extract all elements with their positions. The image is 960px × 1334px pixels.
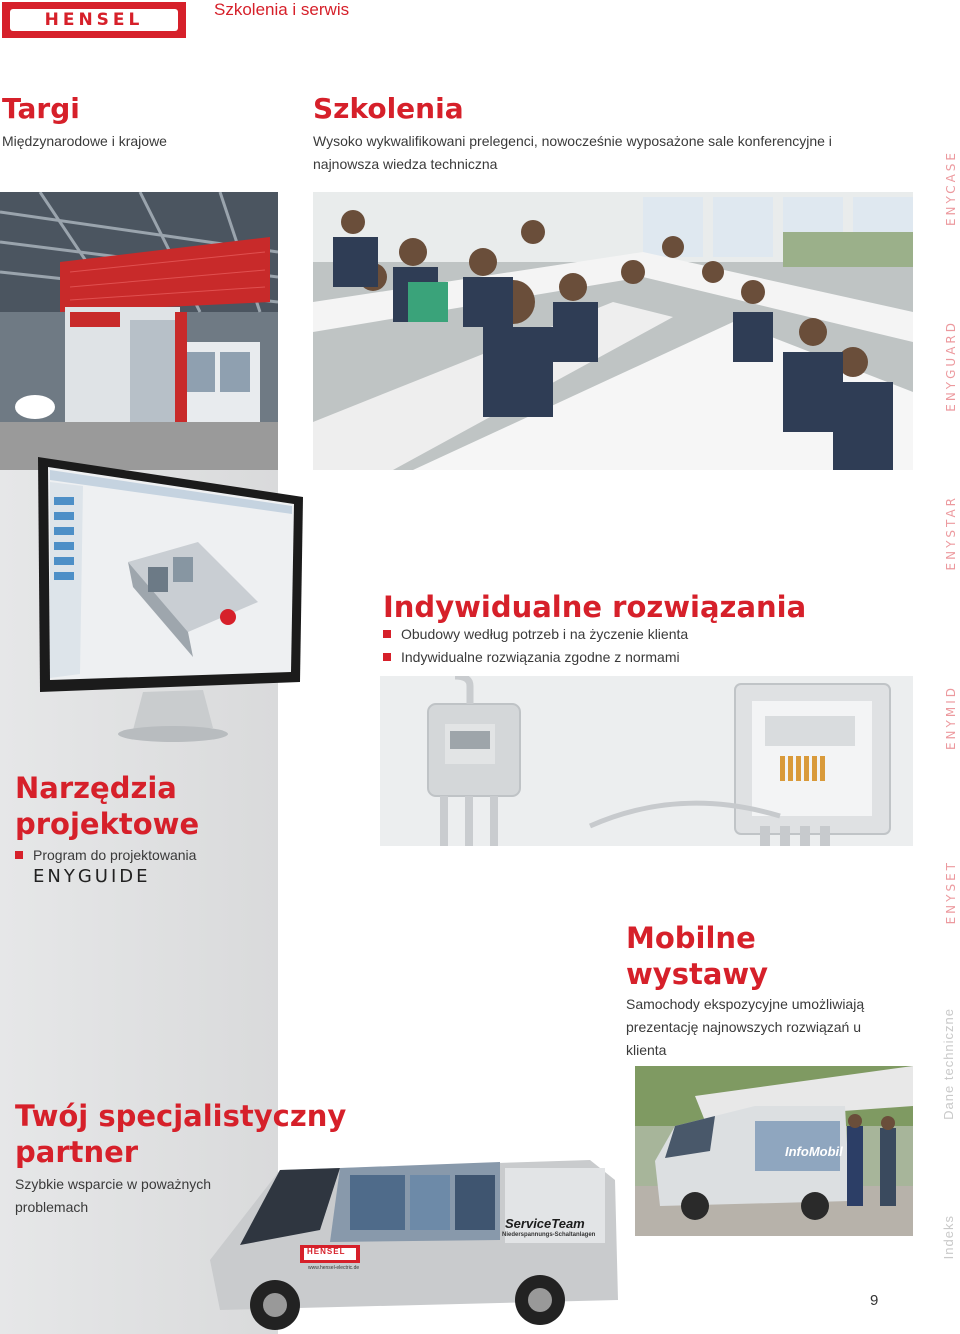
szkolenia-title: Szkolenia <box>313 92 464 125</box>
serviceteam-van-image <box>200 1150 622 1330</box>
mobilne-title-line2: wystawy <box>626 957 769 991</box>
training-room-photo <box>313 192 913 470</box>
van-hensel-logo: HENSEL <box>307 1247 346 1256</box>
indywidualne-bullet-1: Obudowy według potrzeb i na życzenie klienta <box>383 626 688 642</box>
partner-title-line1: Twój specjalistyczny <box>15 1099 347 1133</box>
enclosures-photo <box>380 676 913 846</box>
bullet-icon <box>15 851 23 859</box>
indywidualne-title: Indywidualne rozwiązania <box>383 590 807 624</box>
narzedzia-title-line2: projektowe <box>15 807 200 841</box>
mobilne-text-line1: Samochody ekspozycyjne umożliwiają <box>626 996 865 1012</box>
mobilne-text-line3: klienta <box>626 1042 667 1058</box>
side-tab-enystar[interactable]: ENYSTAR <box>944 495 958 571</box>
side-tab-dane-techniczne[interactable]: Dane techniczne <box>941 1008 956 1120</box>
side-tab-enyguard[interactable]: ENYGUARD <box>944 320 958 412</box>
mobilne-text-line2: prezentację najnowszych rozwiązań u <box>626 1019 862 1035</box>
partner-text-line1: Szybkie wsparcie w poważnych <box>15 1176 212 1192</box>
side-tab-enyset[interactable]: ENYSET <box>944 860 958 925</box>
infomobil-van-label: InfoMobil <box>785 1144 843 1159</box>
enyguide-monitor-image <box>28 452 318 744</box>
szkolenia-text-line1: Wysoko wykwalifikowani prelegenci, nowocześnie wyposażone sale konferencyjne i <box>313 133 832 149</box>
indywidualne-bullet-2: Indywidualne rozwiązania zgodne z normami <box>383 649 680 665</box>
trade-fair-photo <box>0 192 278 470</box>
side-tab-indeks[interactable]: Indeks <box>941 1215 956 1260</box>
bullet-icon <box>383 630 391 638</box>
narzedzia-title-line1: Narzędzia <box>15 771 177 805</box>
serviceteam-sublabel: Niederspannungs-Schaltanlagen <box>502 1232 596 1238</box>
side-tab-enycase[interactable]: ENYCASE <box>944 150 958 227</box>
targi-title: Targi <box>2 92 80 125</box>
enyguide-brand-logo: ENYGUIDE <box>33 866 151 887</box>
partner-text-line2: problemach <box>15 1199 89 1215</box>
szkolenia-text-line2: najnowsza wiedza techniczna <box>313 156 498 172</box>
hensel-logo: HENSEL <box>2 2 186 38</box>
partner-title-line2: partner <box>15 1135 139 1169</box>
van-url: www.hensel-electric.de <box>308 1265 360 1271</box>
section-title: Szkolenia i serwis <box>214 0 350 19</box>
mobilne-title-line1: Mobilne <box>626 921 756 955</box>
side-tab-enymid[interactable]: ENYMID <box>944 685 958 751</box>
narzedzia-bullet: Program do projektowania <box>15 847 196 863</box>
serviceteam-label: ServiceTeam <box>505 1216 585 1231</box>
page-number: 9 <box>870 1292 879 1309</box>
targi-subtitle: Międzynarodowe i krajowe <box>2 133 167 149</box>
infomobil-van-photo <box>635 1066 913 1236</box>
bullet-icon <box>383 653 391 661</box>
